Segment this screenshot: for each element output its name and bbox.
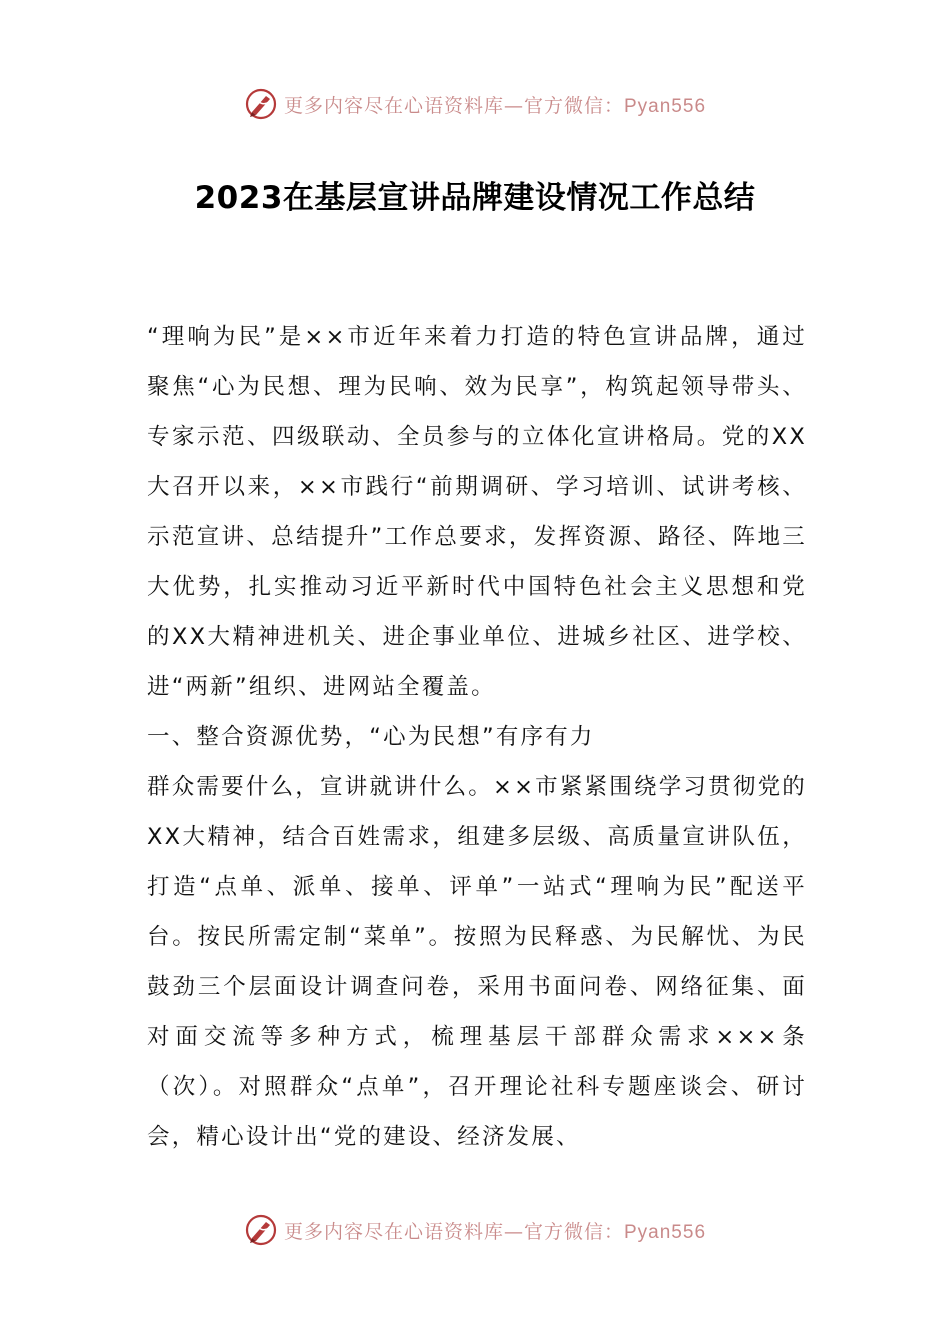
intro-paragraph: “理响为民”是××市近年来着力打造的特色宣讲品牌，通过聚焦“心为民想、理为民响、效为民享”，构筑起领导带头、专家示范、四级联动、全员参与的立体化宣讲格局。党的XX大召开以来，××市践行“前期调研、学习培训、试讲考核、示范宣讲、总结提升”工作总要求，发挥资源、路径、阵地三大优势，扎实推动习近平新时代中国特色社会主义思想和党的XX大精神进机关、进企事业单位、进城乡社区、进学校、进“两新”组织、进网站全覆盖。 xyxy=(147,324,807,700)
section-paragraph: 群众需要什么，宣讲就讲什么。××市紧紧围绕学习贯彻党的XX大精神，结合百姓需求，组建多层级、高质量宣讲队伍，打造“点单、派单、接单、评单”一站式“理响为民”配送平台。按民所需定制“菜单”。按照为民释惑、为民解忧、为民鼓劲三个层面设计调查问卷，采用书面问卷、网络征集、面对面交流等多种方式，梳理基层干部群众需求×××条（次）。对照群众“点单”，召开理论社科专题座谈会、研讨会，精心设计出“党的建设、经济发展、 xyxy=(147,774,807,1150)
document-title: 2023在基层宣讲品牌建设情况工作总结 xyxy=(194,180,756,216)
watermark-text: 更多内容尽在心语资料库—官方微信： xyxy=(283,94,624,117)
watermark-text: 更多内容尽在心语资料库—官方微信： xyxy=(283,1220,624,1243)
document-body xyxy=(147,312,807,1162)
watermark-wechat-id: Pyan556 xyxy=(624,1221,707,1243)
pen-logo-icon xyxy=(244,1213,278,1247)
section-heading: 一、整合资源优势，“心为民想”有序有力 xyxy=(147,724,595,750)
watermark-footer xyxy=(0,1210,950,1250)
watermark-wechat-id: Pyan556 xyxy=(624,95,707,117)
watermark-header xyxy=(0,84,950,124)
pen-logo-icon xyxy=(244,87,278,121)
